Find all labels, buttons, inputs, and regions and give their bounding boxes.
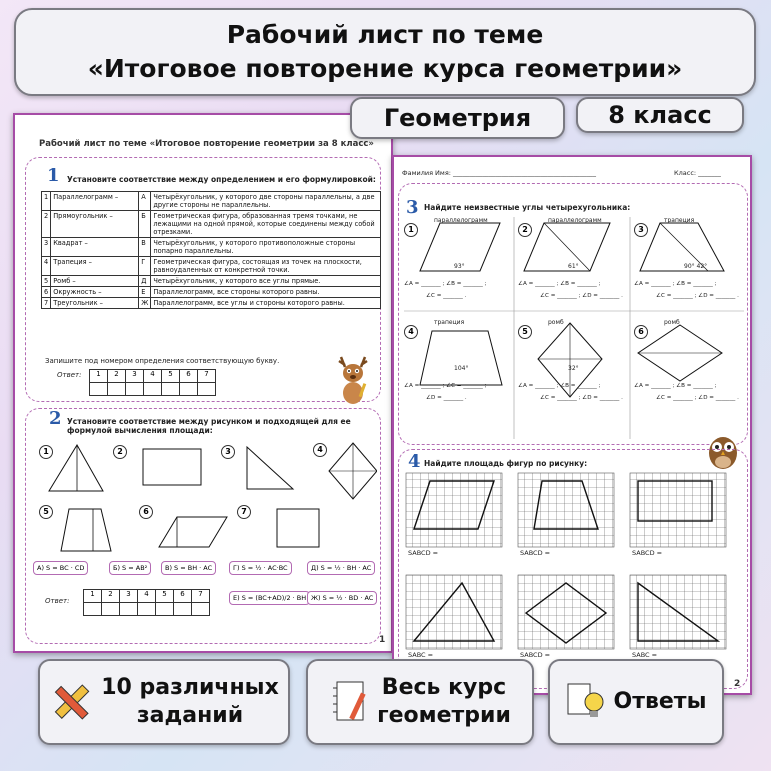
definition-cell-n: 2 (42, 211, 51, 238)
grade-badge: 8 класс (576, 97, 744, 133)
answer-col-header: 1 (84, 590, 102, 603)
task3-cell-badge: 1 (404, 223, 418, 237)
task3-cell-question-2: ∠D = _______ . (426, 395, 467, 401)
task3-cell-question-2: ∠C = _______ ; ∠D = _______ . (656, 395, 739, 401)
answer-col-header: 3 (120, 590, 138, 603)
answer-cell[interactable] (108, 383, 126, 396)
task1-text: Установите соответствие между определением и его формулировкой: (67, 175, 376, 184)
page2-number: 2 (734, 679, 741, 689)
definition-row (42, 211, 381, 238)
task1-answer-grid[interactable] (89, 369, 216, 396)
student-name-field[interactable]: Фамилия Имя: ____________________________________________ (402, 169, 596, 177)
answer-cell[interactable] (138, 603, 156, 616)
answer-cell[interactable] (90, 383, 108, 396)
definitions-table (41, 191, 381, 309)
answer-col-header: 7 (192, 590, 210, 603)
task3-cell-question-1: ∠A = _______ ; ∠B = _______ ; (518, 281, 601, 287)
task3-cell-badge: 6 (634, 325, 648, 339)
definition-cell-def: Параллелограмм, все углы и стороны которого равны. (151, 298, 381, 309)
answer-cell[interactable] (120, 603, 138, 616)
formula-b: Б) S = AB² (109, 561, 151, 575)
definition-row (42, 238, 381, 257)
page1-title: Рабочий лист по теме «Итоговое повторение геометрии за 8 класс» (39, 139, 374, 149)
task3-cell-badge: 5 (518, 325, 532, 339)
task3-cell-question-2: ∠C = _______ ; ∠D = _______ . (540, 293, 623, 299)
task3-text: Найдите неизвестные углы четырехугольника: (424, 203, 631, 212)
task3-cell-caption: ромб (664, 319, 680, 326)
task3-cell-caption: параллелограмм (548, 217, 602, 224)
feature-course-line1: Весь курс (381, 675, 507, 700)
definition-cell-name: Ромб – (51, 276, 139, 287)
answer-cell[interactable] (198, 383, 216, 396)
formula-d: Д) S = ½ · BH · AC (307, 561, 375, 575)
worksheet-page-2 (392, 155, 752, 695)
answer-cell[interactable] (84, 603, 102, 616)
figure-5-badge: 5 (39, 505, 53, 519)
figure-3-badge: 3 (221, 445, 235, 459)
feature-tasks-line2: заданий (136, 703, 244, 728)
area-label-6: SABC = (632, 651, 658, 659)
answer-col-header: 6 (180, 370, 198, 383)
worksheet-page-1 (13, 113, 393, 653)
task2-figures (37, 439, 377, 557)
area-label-2: SABCD = (520, 549, 551, 557)
task4-text: Найдите площадь фигур по рисунку: (424, 459, 588, 468)
task3-cell-question-1: ∠A = _______ ; ∠B = _______ ; (404, 281, 487, 287)
feature-tasks-line1: 10 различных (101, 675, 279, 700)
area-label-4: SABC = (408, 651, 434, 659)
ruler-pencil-icon (49, 680, 93, 724)
task3-cell-angle: 32° (568, 365, 579, 372)
definition-cell-def: Геометрическая фигура, состоящая из точек на плоскости, равноудаленных от конкретной точки. (151, 257, 381, 276)
definition-row (42, 257, 381, 276)
formula-a: А) S = BC · CD (33, 561, 88, 575)
title-line-2: «Итоговое повторение курса геометрии» (87, 54, 683, 83)
task3-cell-question-2: ∠C = _______ ; ∠D = _______ . (540, 395, 623, 401)
task1-instruction: Запишите под номером определения соответствующую букву. (45, 357, 280, 365)
task2-answer-grid[interactable] (83, 589, 210, 616)
figure-6-badge: 6 (139, 505, 153, 519)
title-line-1: Рабочий лист по теме (226, 20, 544, 49)
task3-cell-question-2: ∠C = _______ ; ∠D = _______ . (656, 293, 739, 299)
definition-cell-name: Квадрат – (51, 238, 139, 257)
answer-cell[interactable] (126, 383, 144, 396)
definition-cell-n: 3 (42, 238, 51, 257)
task3-cell-question-2: ∠C = _______ . (426, 293, 467, 299)
task3-cell-caption: трапеция (434, 319, 465, 326)
feature-course-line2: геометрии (377, 703, 511, 728)
figure-2-badge: 2 (113, 445, 127, 459)
task3-cell-badge: 2 (518, 223, 532, 237)
definition-cell-l: Е (139, 287, 151, 298)
feature-answers (548, 659, 724, 745)
answer-col-header: 6 (174, 590, 192, 603)
task3-cell-question-1: ∠A = _______ ; ∠B = _______ ; (634, 383, 717, 389)
task3-cell-question-1: ∠A = _______ ; ∠B = _______ ; (634, 281, 717, 287)
task3-cell-angle: 104° (454, 365, 469, 372)
task2-text: Установите соответствие между рисунком и подходящей для ее формулой вычисления площади: (67, 417, 351, 435)
task3-cell-angle: 61° (568, 263, 579, 270)
lightbulb-icon (566, 680, 606, 724)
feature-course (306, 659, 534, 745)
definition-cell-n: 1 (42, 192, 51, 211)
class-field[interactable]: Класс: _______ (674, 169, 721, 177)
definition-cell-name: Параллелограмм – (51, 192, 139, 211)
task3-figures (402, 213, 746, 441)
task2-number: 2 (49, 408, 62, 429)
answer-cell[interactable] (102, 603, 120, 616)
definition-row (42, 192, 381, 211)
formula-e: Е) S = (BC+AD)/2 · BH (229, 591, 310, 605)
definition-cell-n: 6 (42, 287, 51, 298)
definition-cell-l: Ж (139, 298, 151, 309)
task1-answer-label: Ответ: (57, 371, 82, 379)
task3-cell-angle: 90° 42° (684, 263, 708, 270)
task3-cell-angle: 93° (454, 263, 465, 270)
definition-cell-def: Геометрическая фигура, образованная тремя точками, не лежащими на одной прямой, которые соединены между собой отрезками. (151, 211, 381, 238)
task3-cell-caption: ромб (548, 319, 564, 326)
answer-cell[interactable] (180, 383, 198, 396)
task3-cell-caption: трапеция (664, 217, 695, 224)
feature-answers-label: Ответы (613, 689, 707, 714)
answer-col-header: 5 (156, 590, 174, 603)
task3-cell-badge: 3 (634, 223, 648, 237)
definition-row (42, 298, 381, 309)
task3-cell-caption: параллелограмм (434, 217, 488, 224)
feature-tasks (38, 659, 290, 745)
definition-row (42, 287, 381, 298)
definition-cell-l: А (139, 192, 151, 211)
task1-number: 1 (47, 165, 60, 186)
definition-cell-name: Прямоугольник – (51, 211, 139, 238)
formula-g: Г) S = ½ · AC·BC (229, 561, 292, 575)
task4-grids (404, 471, 744, 681)
figure-1-badge: 1 (39, 445, 53, 459)
definition-cell-def: Четырёхугольник, у которого противоположные стороны попарно параллельны. (151, 238, 381, 257)
answer-cell[interactable] (162, 383, 180, 396)
definition-row (42, 276, 381, 287)
answer-cell[interactable] (144, 383, 162, 396)
task2-answer-label: Ответ: (45, 597, 70, 605)
answer-col-header: 7 (198, 370, 216, 383)
task4-number: 4 (408, 451, 421, 472)
definition-cell-n: 5 (42, 276, 51, 287)
answer-cell[interactable] (156, 603, 174, 616)
notebook-icon (329, 678, 369, 726)
answer-col-header: 3 (126, 370, 144, 383)
definition-cell-n: 7 (42, 298, 51, 309)
formula-v: В) S = BH · AC (161, 561, 216, 575)
answer-col-header: 2 (102, 590, 120, 603)
figure-7-badge: 7 (237, 505, 251, 519)
figure-4-badge: 4 (313, 443, 327, 457)
answer-col-header: 2 (108, 370, 126, 383)
task3-cell-question-1: ∠A = _______ ; ∠C = _______ ; (404, 383, 487, 389)
task3-cell-badge: 4 (404, 325, 418, 339)
definition-cell-l: Б (139, 211, 151, 238)
worksheet-title (14, 8, 756, 96)
definition-cell-name: Треугольник – (51, 298, 139, 309)
task3-cell-question-1: ∠A = _______ ; ∠B = _______ ; (518, 383, 601, 389)
area-label-3: SABCD = (632, 549, 663, 557)
definition-cell-l: Д (139, 276, 151, 287)
definition-cell-name: Окружность – (51, 287, 139, 298)
answer-cell[interactable] (192, 603, 210, 616)
answer-col-header: 4 (138, 590, 156, 603)
definition-cell-l: В (139, 238, 151, 257)
page1-number: 1 (379, 635, 386, 645)
answer-col-header: 5 (162, 370, 180, 383)
answer-col-header: 1 (90, 370, 108, 383)
answer-col-header: 4 (144, 370, 162, 383)
definition-cell-l: Г (139, 257, 151, 276)
definition-cell-n: 4 (42, 257, 51, 276)
definition-cell-def: Четырёхугольник, у которого две стороны параллельны, а две другие стороны не параллельны. (151, 192, 381, 211)
task3-number: 3 (406, 197, 419, 218)
answer-cell[interactable] (174, 603, 192, 616)
subject-badge: Геометрия (350, 97, 565, 139)
area-label-1: SABCD = (408, 549, 439, 557)
definition-cell-def: Параллелограмм, все стороны которого равны. (151, 287, 381, 298)
definition-cell-def: Четырёхугольник, у которого все углы прямые. (151, 276, 381, 287)
area-label-5: SABCD = (520, 651, 551, 659)
deer-mascot-icon (331, 351, 375, 407)
definition-cell-name: Трапеция – (51, 257, 139, 276)
formula-zh: Ж) S = ½ · BD · AC (307, 591, 377, 605)
